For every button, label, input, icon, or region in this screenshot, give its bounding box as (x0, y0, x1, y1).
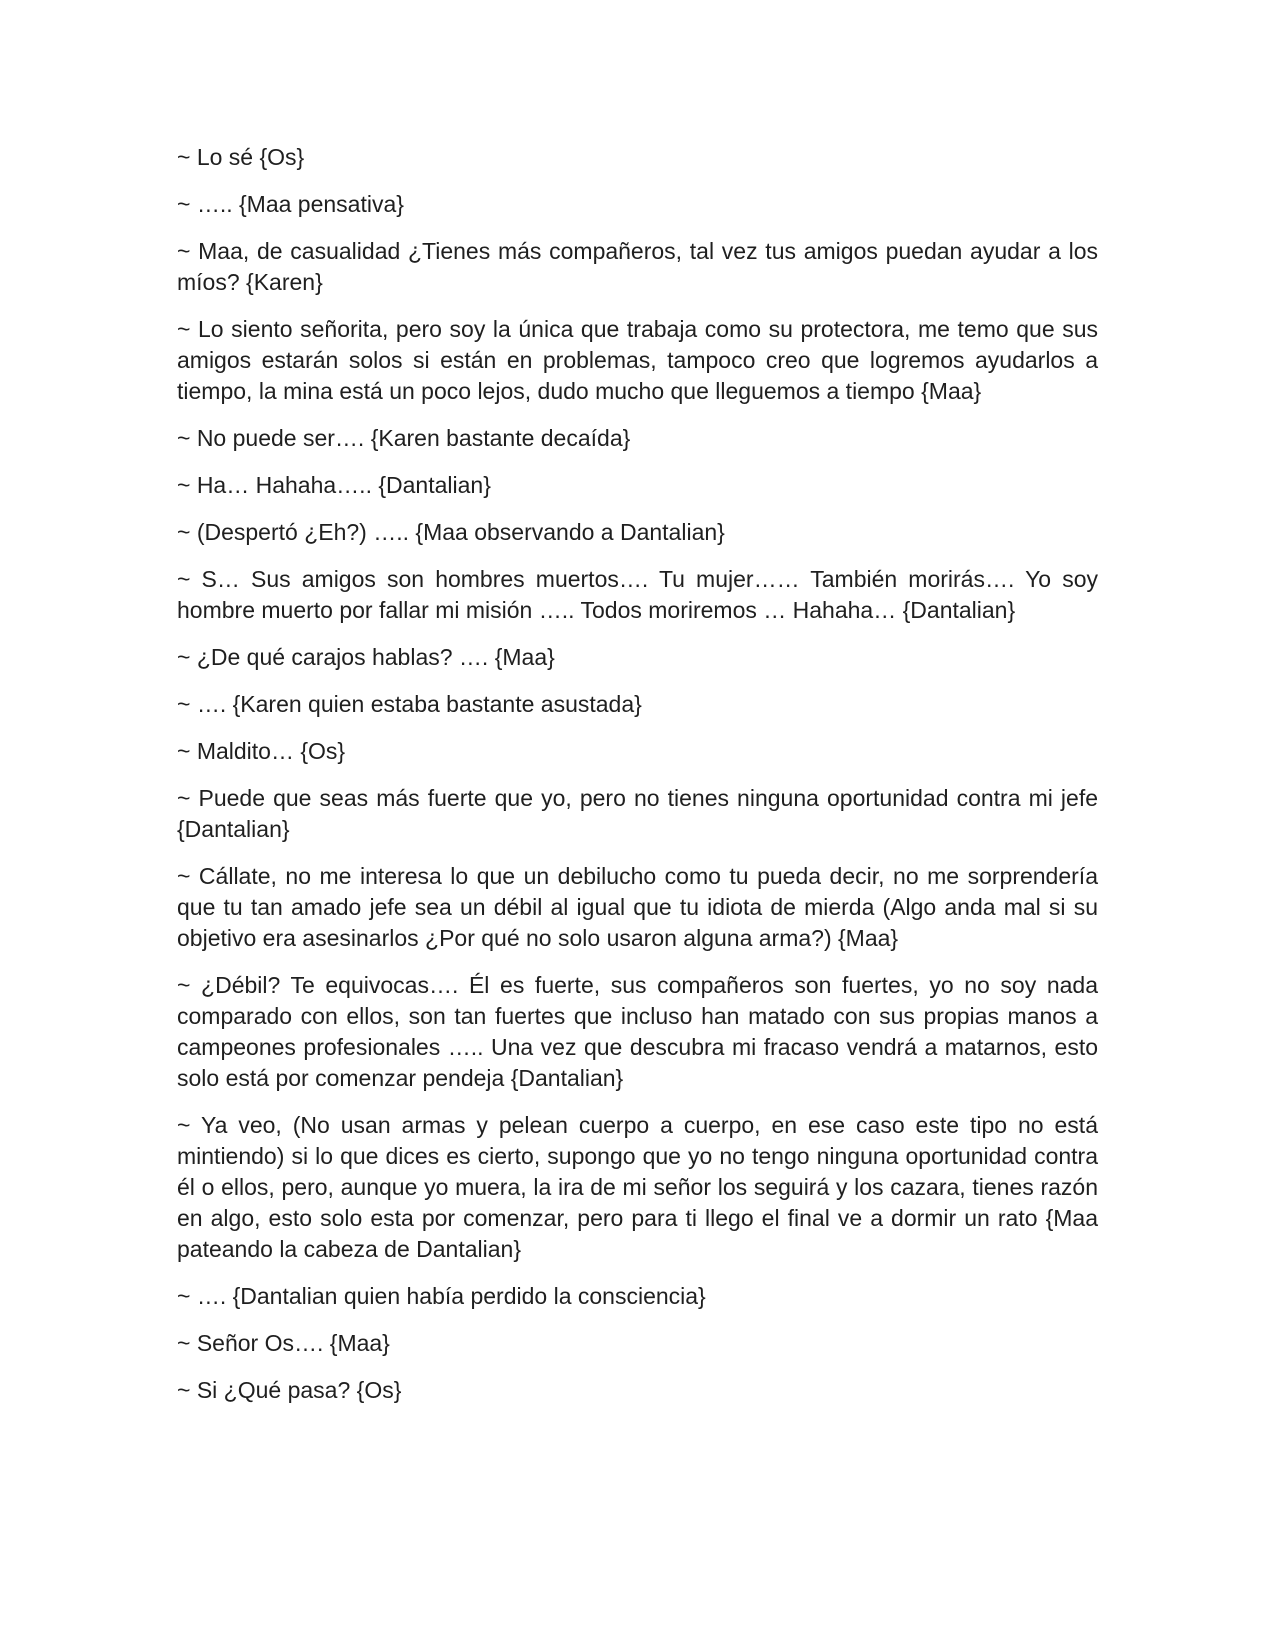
dialogue-paragraph: ~ Maldito… {Os} (177, 738, 346, 764)
dialogue-paragraph: ~ Lo siento señorita, pero soy la única que trabaja como su protectora, me temo que sus amigos estarán solos si están en problemas, tampoco creo que logremos ayudarlos a tiempo, la mina está un poco lejos, dudo mucho que lleguemos a tiempo {Maa} (177, 316, 1098, 404)
dialogue-paragraph: ~ No puede ser…. {Karen bastante decaída} (177, 425, 631, 451)
dialogue-paragraph: ~ ….. {Maa pensativa} (177, 191, 404, 217)
dialogue-paragraph: ~ (Despertó ¿Eh?) ….. {Maa observando a Dantalian} (177, 519, 725, 545)
dialogue-paragraph: ~ Lo sé {Os} (177, 144, 305, 170)
dialogue-paragraph: ~ ¿De qué carajos hablas? …. {Maa} (177, 644, 555, 670)
dialogue-paragraph: ~ Cállate, no me interesa lo que un debilucho como tu pueda decir, no me sorprendería que tu tan amado jefe sea un débil al igual que tu idiota de mierda (Algo anda mal si su objetivo era asesinarlos ¿Por qué no solo usaron alguna arma?) {Maa} (177, 863, 1098, 951)
dialogue-paragraph: ~ Ya veo, (No usan armas y pelean cuerpo a cuerpo, en ese caso este tipo no está mintiendo) si lo que dices es cierto, supongo que yo no tengo ninguna oportunidad contra él o ellos, pero, aunque yo muera, la ira de mi señor los seguirá y los cazara, tienes razón en algo, esto solo esta por comenzar, pero para ti llego el final ve a dormir un rato {Maa pateando la cabeza de Dantalian} (177, 1112, 1098, 1262)
dialogue-paragraph: ~ Si ¿Qué pasa? {Os} (177, 1377, 402, 1403)
dialogue-paragraph: ~ Maa, de casualidad ¿Tienes más compañeros, tal vez tus amigos puedan ayudar a los míos? {Karen} (177, 238, 1098, 295)
dialogue-paragraph: ~ ¿Débil? Te equivocas…. Él es fuerte, sus compañeros son fuertes, yo no soy nada comparado con ellos, son tan fuertes que incluso han matado con sus propias manos a campeones profesionales ….. Una vez que descubra mi fracaso vendrá a matarnos, esto solo está por comenzar pendeja {Dantalian} (177, 972, 1098, 1091)
document-body (177, 142, 1098, 1422)
dialogue-paragraph: ~ Puede que seas más fuerte que yo, pero no tienes ninguna oportunidad contra mi jefe {Dantalian} (177, 785, 1098, 842)
dialogue-paragraph: ~ …. {Karen quien estaba bastante asustada} (177, 691, 642, 717)
dialogue-paragraph: ~ S… Sus amigos son hombres muertos…. Tu mujer…… También morirás…. Yo soy hombre muerto por fallar mi misión ….. Todos moriremos … Hahaha… {Dantalian} (177, 566, 1098, 623)
dialogue-paragraph: ~ …. {Dantalian quien había perdido la consciencia} (177, 1283, 706, 1309)
dialogue-paragraph: ~ Señor Os…. {Maa} (177, 1330, 390, 1356)
dialogue-paragraph: ~ Ha… Hahaha….. {Dantalian} (177, 472, 491, 498)
